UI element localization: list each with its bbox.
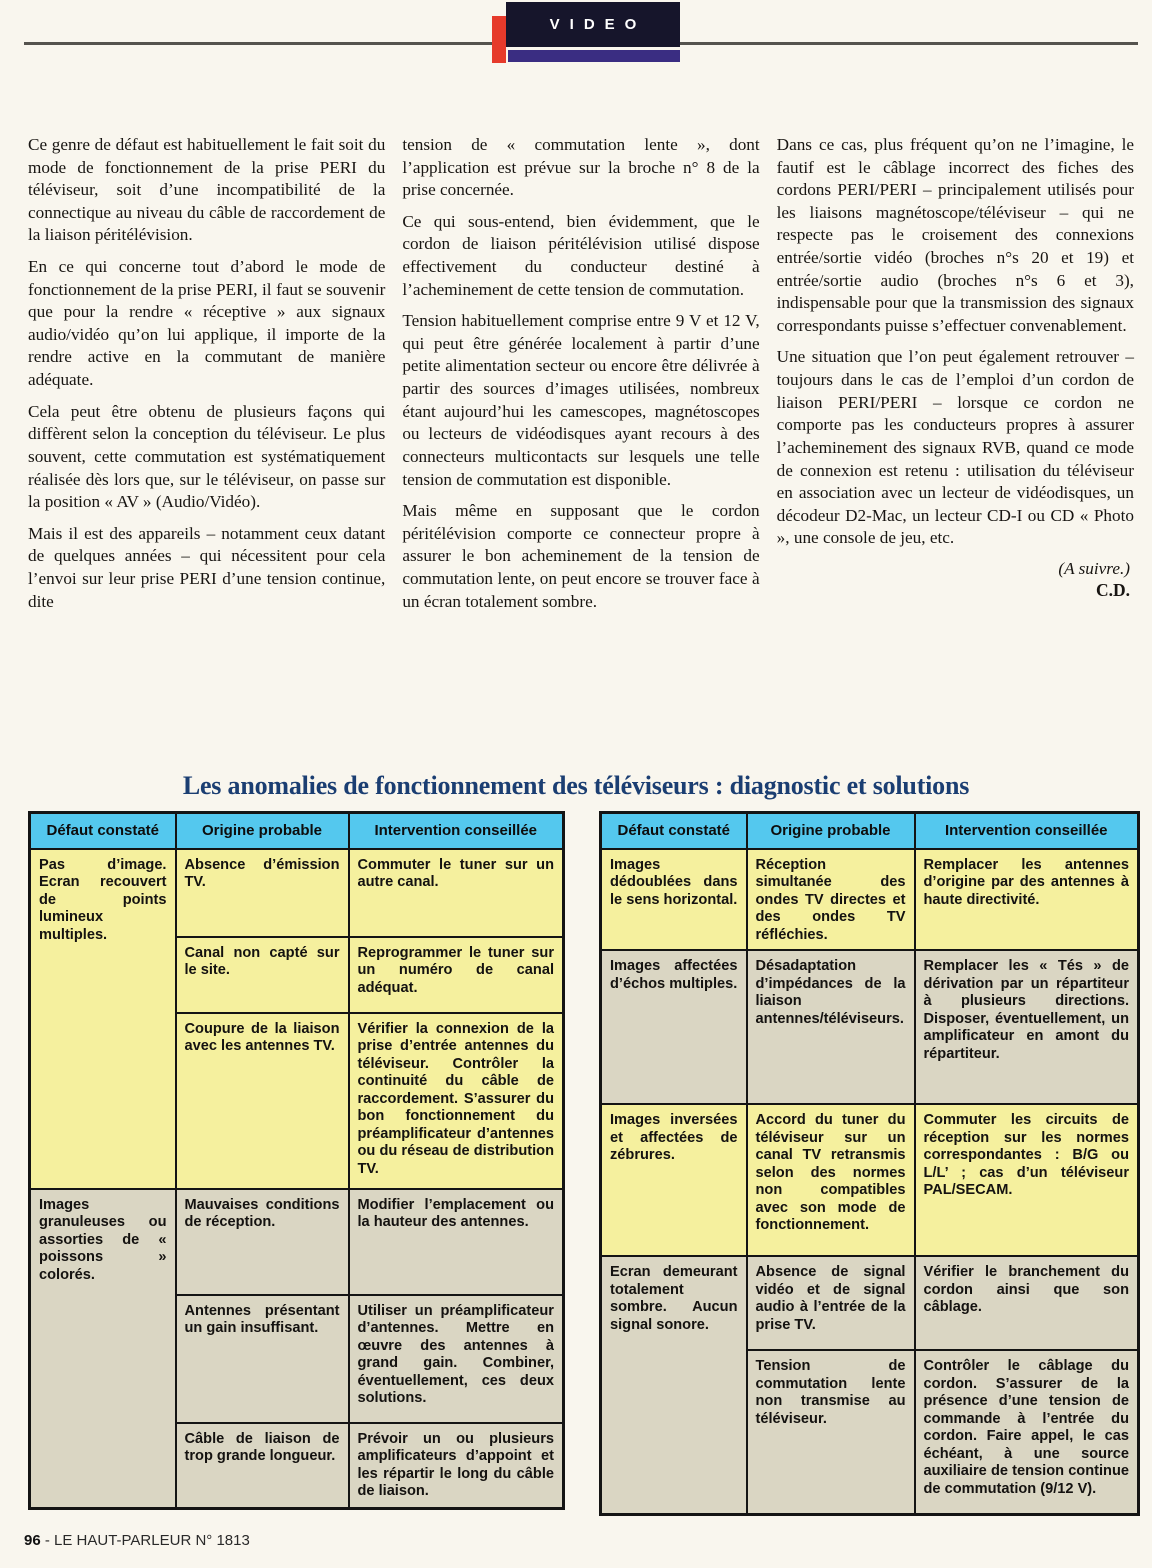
article-column-1 <box>28 134 385 759</box>
action-cell: Commuter les circuits de réception sur les normes correspondantes : B/G ou L/L’ ; cas d’un téléviseur PAL/SECAM. <box>915 1104 1139 1256</box>
page-header <box>0 0 1152 78</box>
column-header-origin: Origine probable <box>176 813 349 849</box>
origin-cell: Canal non capté sur le site. <box>176 937 349 1013</box>
action-cell: Modifier l’emplacement ou la hauteur des antennes. <box>349 1189 564 1295</box>
diagnostic-table-left <box>28 811 565 1510</box>
defect-cell: Images dédoublées dans le sens horizontal. <box>601 849 747 951</box>
origin-cell: Absence de signal vidéo et de signal audio à l’entrée de la prise TV. <box>747 1256 915 1350</box>
author-initials: C.D. <box>1095 579 1130 600</box>
red-accent-bar <box>492 16 506 63</box>
article-paragraph: Cela peut être obtenu de plusieurs façons qui diffèrent selon la conception du téléviseur. Le plus souvent, cette commutation est systématiquement réalisée dès lors que, sur le téléviseur, on passe sur la position « AV » (Audio/Vidéo). <box>28 401 386 512</box>
defect-cell: Images affectées d’échos multiples. <box>601 950 747 1104</box>
action-cell: Vérifier la connexion de la prise d’entrée antennes du téléviseur. Contrôler la continuité du câble de raccordement. S’assurer du bon fonctionnement du préamplificateur d’antennes ou du réseau de distribution TV. <box>349 1013 564 1189</box>
to-be-continued-note: (A suivre.) <box>1058 558 1130 578</box>
origin-cell: Absence d’émission TV. <box>176 849 349 937</box>
origin-cell: Câble de liaison de trop grande longueur. <box>176 1423 349 1509</box>
article-body <box>0 78 1152 759</box>
article-paragraph: Dans ce cas, plus fréquent qu’on ne l’imagine, le fautif est le câblage incorrect des fiches des cordons PERI/PERI – principalement utilisés pour les liaisons magnétoscope/téléviseur – qui ne respecte pas le croisement des connexions entrée/sortie vidéo (broches n°s 20 et 19) et entrée/sortie audio (broches n°s 6 et 3), indispensable pour que la transmission des signaux correspondants puisse s’effectuer convenablement. <box>776 135 1134 335</box>
action-cell: Vérifier le branchement du cordon ainsi que son câblage. <box>915 1256 1139 1350</box>
defect-cell: Images granuleuses ou assorties de « poissons » colorés. <box>30 1189 176 1509</box>
article-paragraph: Tension habituellement comprise entre 9 V et 12 V, qui peut être générée localement à partir d’une petite alimentation secteur ou encore être délivrée à partir des sources d’images utilisées, nombreux étant aujourd’hui les camescopes, magnétoscopes ou lecteurs de vidéodisques ayant recours à des connecteurs multicontacts sur lesquels une telle tension de commutation est disponible. <box>402 311 760 489</box>
article-paragraph: Ce genre de défaut est habituellement le fait soit du mode de fonctionnement de la prise PERI du téléviseur, soit d’une incompatibilité de la connectique au niveau du câble de raccordement de la liaison péritélévision. <box>28 135 386 245</box>
article-column-2 <box>402 134 759 759</box>
purple-accent-bar <box>508 50 680 62</box>
action-cell: Utiliser un préamplificateur d’antennes. Mettre en œuvre des antennes à grand gain. Combiner, éventuellement, ces deux solutions. <box>349 1295 564 1423</box>
article-paragraph: Ce qui sous-entend, bien évidemment, que le cordon de liaison péritélévision utilisé dispose effectivement du conducteur destiné à l’acheminement de cette tension de commutation. <box>402 211 760 299</box>
action-cell: Commuter le tuner sur un autre canal. <box>349 849 564 937</box>
origin-cell: Accord du tuner du téléviseur sur un canal TV retransmis selon des normes non compatibles avec son mode de fonctionnement. <box>747 1104 915 1256</box>
action-cell: Remplacer les antennes d’origine par des antennes à haute directivité. <box>915 849 1139 951</box>
section-banner <box>506 2 680 47</box>
diagnostic-tables <box>28 811 1132 1516</box>
action-cell: Prévoir un ou plusieurs amplificateurs d’appoint et les répartir le long du câble de liaison. <box>349 1423 564 1509</box>
section-banner-label: VIDEO <box>549 16 647 33</box>
origin-cell: Coupure de la liaison avec les antennes TV. <box>176 1013 349 1189</box>
article-paragraph: Mais il est des appareils – notamment ceux datant de quelques années – qui nécessitent pour cela l’envoi sur leur prise PERI d’une tension continue, dite <box>28 523 386 611</box>
article-paragraph: Mais même en supposant que le cordon péritélévision comporte ce connecteur propre à assurer le bon acheminement de la tension de commutation lente, on peut encore se trouver face à un écran totalement sombre. <box>402 501 760 611</box>
origin-cell: Désadaptation d’impédances de la liaison antennes/téléviseurs. <box>747 950 915 1104</box>
column-header-action: Intervention conseillée <box>349 813 564 849</box>
article-paragraph: En ce qui concerne tout d’abord le mode de fonctionnement de la prise PERI, il faut se souvenir que pour la rendre « réceptive » aux signaux audio/vidéo qu’on lui applique, il importe de la rendre active en la commutant de manière adéquate. <box>28 257 386 390</box>
column-header-defect: Défaut constaté <box>30 813 176 849</box>
column-header-action: Intervention conseillée <box>915 813 1139 849</box>
action-cell: Reprogrammer le tuner sur un numéro de canal adéquat. <box>349 937 564 1013</box>
magazine-title: - LE HAUT-PARLEUR N° 1813 <box>40 1531 250 1549</box>
origin-cell: Antennes présentant un gain insuffisant. <box>176 1295 349 1423</box>
column-header-defect: Défaut constaté <box>601 813 747 849</box>
page-number: 96 <box>24 1531 41 1549</box>
diagnostic-table-right <box>599 811 1140 1516</box>
origin-cell: Tension de commutation lente non transmise au téléviseur. <box>747 1350 915 1514</box>
page-footer <box>24 1532 1152 1549</box>
table-section-title: Les anomalies de fonctionnement des téléviseurs : diagnostic et solutions <box>182 771 970 800</box>
defect-cell: Images inversées et affectées de zébrures. <box>601 1104 747 1256</box>
article-paragraph: Une situation que l’on peut également retrouver – toujours dans le cas de l’emploi d’un cordon de liaison PERI/PERI – lorsque ce cordon ne comporte pas les conducteurs propres à assurer l’acheminement des signaux RVB, quand ce mode de connexion est retenu : utilisation du téléviseur en association avec un lecteur de vidéodisques, un décodeur D2-Mac, un lecteur CD-I ou CD « Photo », une console de jeu, etc. <box>776 347 1134 548</box>
defect-cell: Ecran demeurant totalement sombre. Aucun signal sonore. <box>601 1256 747 1514</box>
origin-cell: Mauvaises conditions de réception. <box>176 1189 349 1295</box>
column-header-origin: Origine probable <box>747 813 915 849</box>
article-column-3 <box>777 134 1134 759</box>
action-cell: Contrôler le câblage du cordon. S’assurer de la présence d’une tension de commande à l’entrée du cordon. Faire appel, le cas échéant, à une source auxiliaire de tension continue de commutation (9/12 V). <box>915 1350 1139 1514</box>
action-cell: Remplacer les « Tés » de dérivation par un répartiteur à plusieurs directions. Disposer, éventuellement, un amplificateur en amont du répartiteur. <box>915 950 1139 1104</box>
defect-cell: Pas d’image. Ecran recouvert de points lumineux multiples. <box>30 849 176 1189</box>
origin-cell: Réception simultanée des ondes TV directes et des ondes TV réfléchies. <box>747 849 915 951</box>
article-paragraph: tension de « commutation lente », dont l’application est prévue sur la broche n° 8 de la prise concernée. <box>402 135 760 200</box>
